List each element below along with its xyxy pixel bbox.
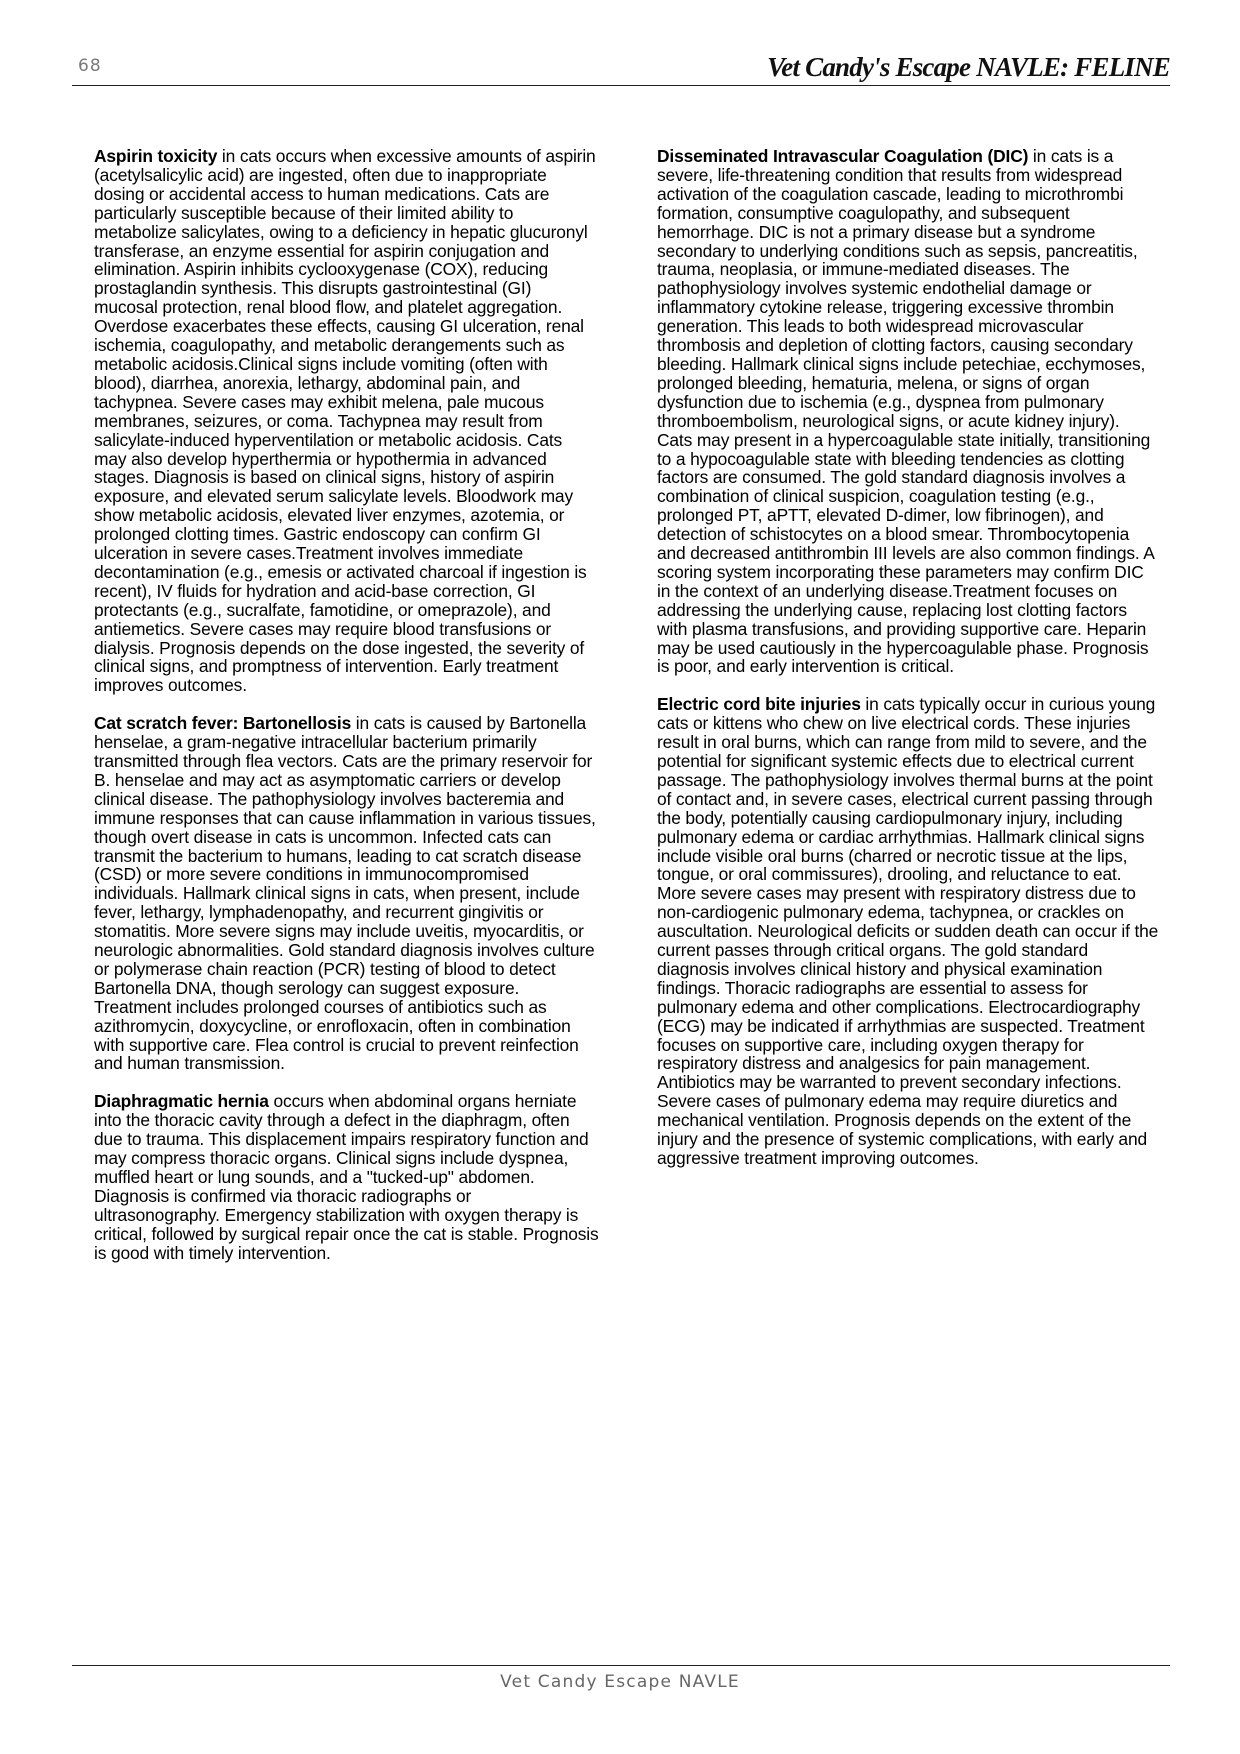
page-number: 68 xyxy=(78,56,102,76)
entry-aspirin-toxicity xyxy=(94,147,599,695)
entry-diaphragmatic-hernia xyxy=(94,1092,599,1262)
entry-term: Electric cord bite injuries xyxy=(657,694,861,715)
entry-term: Diaphragmatic hernia xyxy=(94,1091,269,1112)
entry-body: in cats typically occur in curious young cats or kittens who chew on live electrical cords. These injuries result in oral burns, which can range from mild to severe, and the potential for significant systemic effects due to electrical current passage. The pathophysiology involves thermal burns at the point of contact and, in severe cases, electrical current passing through the body, potentially causing cardiopulmonary injury, including pulmonary edema or cardiac arrhythmias. Hallmark clinical signs include visible oral burns (charred or necrotic tissue at the lips, tongue, or oral commissures), drooling, and reluctance to eat. More severe cases may present with respiratory distress due to non-cardiogenic pulmonary edema, tachypnea, or crackles on auscultation. Neurological deficits or sudden death can occur if the current passes through critical organs. The gold standard diagnosis involves clinical history and physical examination findings. Thoracic radiographs are essential to assess for pulmonary edema and other complications. Electrocardiography (ECG) may be indicated if arrhythmias are suspected. Treatment focuses on supportive care, including oxygen therapy for respiratory distress and analgesics for pain management. Antibiotics may be warranted to prevent secondary infections. Severe cases of pulmonary edema may require diuretics and mechanical ventilation. Prognosis depends on the extent of the injury and the presence of systemic complications, with early and aggressive treatment improving outcomes. xyxy=(657,694,1159,1169)
entry-body: occurs when abdominal organs herniate into the thoracic cavity through a defect in the diaphragm, often due to trauma. This displacement impairs respiratory function and may compress thoracic organs. Clinical signs include dyspnea, muffled heart or lung sounds, and a "tucked-up" abdomen. Diagnosis is confirmed via thoracic radiographs or ultrasonography. Emergency stabilization with oxygen therapy is critical, followed by surgical repair once the cat is stable. Prognosis is good with timely intervention. xyxy=(94,1091,599,1263)
header-divider xyxy=(72,85,1170,86)
right-column xyxy=(657,147,1159,1187)
entry-body: in cats is a severe, life-threatening condition that results from widespread activation of the coagulation cascade, leading to microthrombi formation, consumptive coagulopathy, and subsequent hemorrhage. DIC is not a primary disease but a syndrome secondary to underlying conditions such as sepsis, pancreatitis, trauma, neoplasia, or immune-mediated diseases. The pathophysiology involves systemic endothelial damage or inflammatory cytokine release, triggering excessive thrombin generation. This leads to both widespread microvascular thrombosis and depletion of clotting factors, causing secondary bleeding. Hallmark clinical signs include petechiae, ecchymoses, prolonged bleeding, hematuria, melena, or signs of organ dysfunction due to ischemia (e.g., dyspnea from pulmonary thromboembolism, neurological signs, or acute kidney injury). Cats may present in a hypercoagulable state initially, transitioning to a hypocoagulable state with bleeding tendencies as clotting factors are consumed. The gold standard diagnosis involves a combination of clinical suspicion, coagulation testing (e.g., prolonged PT, aPTT, elevated D-dimer, low fibrinogen), and detection of schistocytes on a blood smear. Thrombocytopenia and decreased antithrombin III levels are also common findings. A scoring system incorporating these parameters may confirm DIC in the context of an underlying disease.Treatment focuses on addressing the underlying cause, replacing lost clotting factors with plasma transfusions, and providing supportive care. Heparin may be used cautiously in the hypercoagulable phase. Prognosis is poor, and early intervention is critical. xyxy=(657,146,1154,677)
entry-term: Aspirin toxicity xyxy=(94,146,218,166)
entry-dic xyxy=(657,147,1159,676)
entry-term: Cat scratch fever: Bartonellosis xyxy=(94,713,352,734)
entry-body: in cats is caused by Bartonella henselae, a gram-negative intracellular bacterium primarily transmitted through flea vectors. Cats are the primary reservoir for B. henselae and may act as asymptomatic carriers or develop clinical disease. The pathophysiology involves bacteremia and immune responses that can cause inflammation in various tissues, though overt disease in cats is uncommon. Infected cats can transmit the bacterium to humans, leading to cat scratch disease (CSD) or more severe conditions in immunocompromised individuals. Hallmark clinical signs in cats, when present, include fever, lethargy, lymphadenopathy, and recurrent gingivitis or stomatitis. More severe signs may include uveitis, myocarditis, or neurologic abnormalities. Gold standard diagnosis involves culture or polymerase chain reaction (PCR) testing of blood to detect Bartonella DNA, though serology can suggest exposure. Treatment includes prolonged courses of antibiotics such as azithromycin, doxycycline, or enrofloxacin, often in combination with supportive care. Flea control is crucial to prevent reinfection and human transmission. xyxy=(94,713,596,1074)
entry-electric-cord-bite xyxy=(657,695,1159,1168)
left-column xyxy=(94,147,599,1281)
footer-text: Vet Candy Escape NAVLE xyxy=(500,1672,740,1692)
entry-body: in cats occurs when excessive amounts of aspirin (acetylsalicylic acid) are ingested, often due to inappropriate dosing or accidental access to human medications. Cats are particularly susceptible because of their limited ability to metabolize salicylates, owing to a deficiency in hepatic glucuronyl transferase, an enzyme essential for aspirin conjugation and elimination. Aspirin inhibits cyclooxygenase (COX), reducing prostaglandin synthesis. This disrupts gastrointestinal (GI) mucosal protection, renal blood flow, and platelet aggregation. Overdose exacerbates these effects, causing GI ulceration, renal ischemia, coagulopathy, and metabolic derangements such as metabolic acidosis.Clinical signs include vomiting (often with blood), diarrhea, anorexia, lethargy, abdominal pain, and tachypnea. Severe cases may exhibit melena, pale mucous membranes, seizures, or coma. Tachypnea may result from salicylate-induced hyperventilation or metabolic acidosis. Cats may also develop hyperthermia or hypothermia in advanced stages. Diagnosis is based on clinical signs, history of aspirin exposure, and elevated serum salicylate levels. Bloodwork may show metabolic acidosis, elevated liver enzymes, azotemia, or prolonged clotting times. Gastric endoscopy can confirm GI ulceration in severe cases.Treatment involves immediate decontamination (e.g., emesis or activated charcoal if ingestion is recent), IV fluids for hydration and acid-base correction, GI protectants (e.g., sucralfate, famotidine, or omeprazole), and antiemetics. Severe cases may require blood transfusions or dialysis. Prognosis depends on the dose ingested, the severity of clinical signs, and promptness of intervention. Early treatment improves outcomes. xyxy=(94,146,596,696)
footer-divider xyxy=(72,1665,1170,1666)
entry-cat-scratch-fever xyxy=(94,714,599,1073)
book-title: Vet Candy's Escape NAVLE: FELINE xyxy=(767,52,1170,82)
entry-term: Disseminated Intravascular Coagulation (DIC) xyxy=(657,146,1029,166)
